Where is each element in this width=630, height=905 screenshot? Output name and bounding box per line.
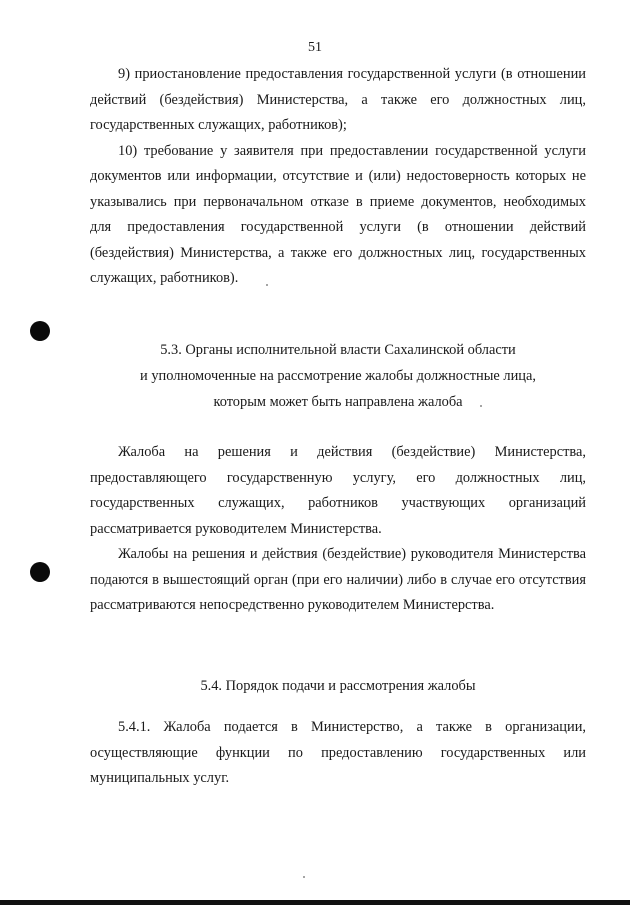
list-item-9: 9) приостановление предоставления государственной услуги (в отношении действий (бездействия) Министерства, а также его должностных лиц, государственных служащих, работников);	[90, 66, 586, 133]
section-5-3-paragraph-2: Жалобы на решения и действия (бездействие) руководителя Министерства подаются в вышестоящий орган (при его наличии) либо в случае его отсутствия рассматриваются непосредственно руководителем Министерства.	[90, 546, 586, 613]
heading-5-3-line-1: 5.3. Органы исполнительной власти Сахалинской области	[160, 342, 516, 358]
scan-speck	[266, 284, 268, 286]
scan-speck	[303, 876, 305, 878]
page-number: 51	[308, 40, 322, 55]
section-5-4-body	[90, 715, 586, 792]
heading-5-3-line-2: и уполномоченные на рассмотрение жалобы должностные лица,	[140, 368, 536, 384]
section-5-3-paragraph-1: Жалоба на решения и действия (бездействие) Министерства, предоставляющего государственную услугу, его должностных лиц, государственных служащих, работников участвующих организаций рассматривается руководителем Министерства.	[90, 444, 586, 537]
heading-5-3-line-3: которым может быть направлена жалоба	[213, 394, 463, 410]
scan-bottom-edge	[0, 900, 630, 905]
section-heading-5-3	[90, 337, 586, 415]
section-5-4-paragraph-1: 5.4.1. Жалоба подается в Министерство, а также в организации, осуществляющие функции по предоставлению государственных или муниципальных услуг.	[90, 719, 586, 786]
punch-hole-upper	[30, 321, 50, 341]
list-item-10: 10) требование у заявителя при предоставлении государственной услуги документов или информации, отсутствие и (или) недостоверность которых не указывались при первоначальном отказе в приеме документов, необходимых для предоставления государственной услуги (в отношении действий (бездействия) Министерства, а также его должностных лиц, государственных служащих, работников).	[90, 142, 586, 286]
list-items-block	[90, 62, 586, 292]
heading-5-4-text: 5.4. Порядок подачи и рассмотрения жалобы	[200, 678, 476, 694]
section-5-3-body	[90, 440, 586, 619]
scan-speck	[480, 405, 482, 407]
punch-hole-lower	[30, 562, 50, 582]
section-heading-5-4	[90, 673, 586, 699]
